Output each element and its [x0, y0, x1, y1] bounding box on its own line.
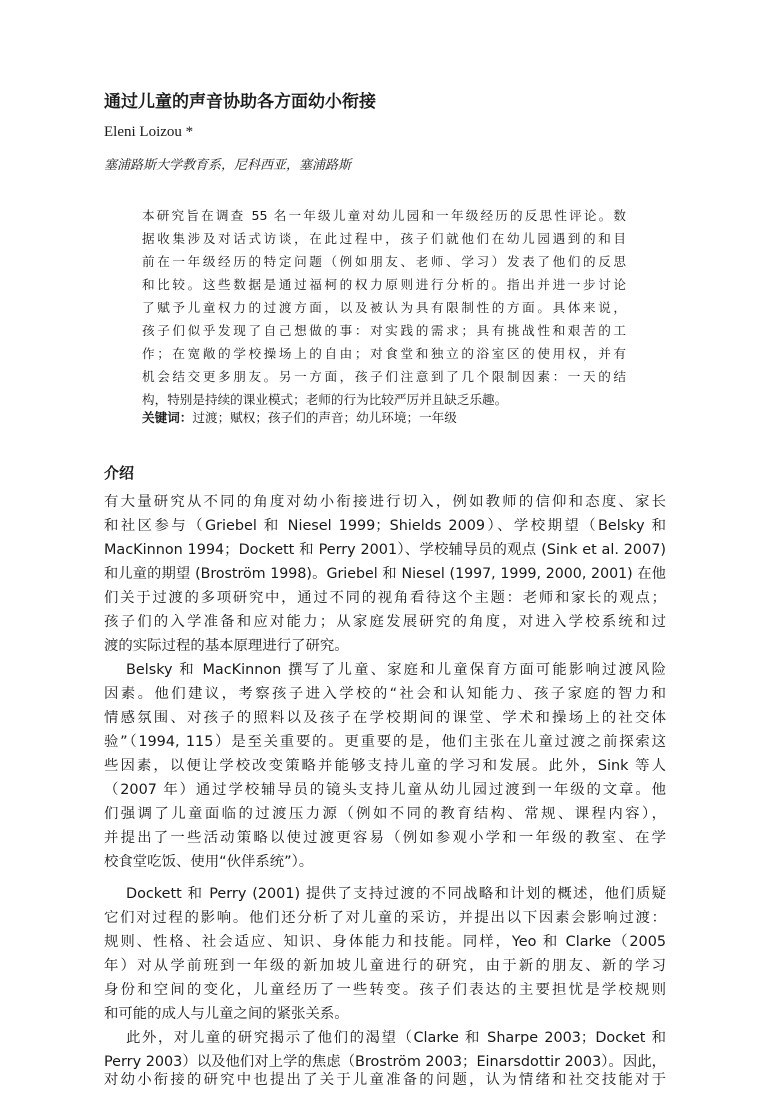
body-line: MacKinnon 1994；Dockett 和 Perry 2001）、学校辅导员的观点 (Sink et al. 2007) — [104, 542, 666, 558]
body-line: 和儿童的期望 (Broström 1998)。Griebel 和 Niesel (1997, 1999, 2000, 2001) 在他 — [104, 566, 666, 582]
keywords — [142, 408, 457, 428]
body-line: 验”（1994, 115）是至关重要的。更重要的是，他们主张在儿童过渡之前探索这 — [104, 734, 666, 750]
body-line: 身份和空间的变化，儿童经历了一些转变。孩子们表达的主要担忧是学校规则 — [104, 982, 666, 998]
body-line: 对幼小衔接的研究中也提出了关于儿童准备的问题，认为情绪和社交技能对于 — [104, 1072, 666, 1088]
section-heading-introduction: 介绍 — [104, 464, 135, 482]
body-line: 孩子们的入学准备和应对能力；从家庭发展研究的角度，对进入学校系统和过 — [104, 614, 666, 630]
author-name: Eleni Loizou * — [104, 124, 194, 140]
body-line: 们关于过渡的多项研究中，通过不同的视角看待这个主题：老师和家长的观点； — [104, 590, 666, 606]
body-line: 和可能的成人与儿童之间的紧张关系。 — [104, 1006, 349, 1022]
body-line: 此外，对儿童的研究揭示了他们的渴望（Clarke 和 Sharpe 2003；Docket 和 — [126, 1030, 666, 1046]
body-line: Dockett 和 Perry (2001) 提供了支持过渡的不同战略和计划的概述，他们质疑 — [126, 886, 666, 902]
body-line: 因素。他们建议，考察孩子进入学校的“社会和认知能力、孩子家庭的智力和 — [104, 686, 666, 702]
abstract-line: 据收集涉及对话式访谈，在此过程中，孩子们就他们在幼儿园遇到的和目 — [142, 231, 626, 246]
body-line: 情感氛围、对孩子的照料以及孩子在学校期间的课堂、学术和操场上的社交体 — [104, 710, 666, 726]
abstract-line: 构，特别是持续的课业模式；老师的行为比较严厉并且缺乏乐趣。 — [142, 392, 508, 407]
body-line: 年）对从学前班到一年级的新加坡儿童进行的研究，由于新的朋友、新的学习 — [104, 958, 666, 974]
abstract-line: 作；在宽敞的学校操场上的自由；对食堂和独立的浴室区的使用权，并有 — [142, 346, 626, 361]
abstract — [142, 204, 626, 411]
abstract-line: 前在一年级经历的特定问题（例如朋友、老师、学习）发表了他们的反思 — [142, 254, 626, 269]
body-line: （2007 年）通过学校辅导员的镜头支持儿童从幼儿园过渡到一年级的文章。他 — [104, 782, 666, 798]
body-line: 些因素，以便让学校改变策略并能够支持儿童的学习和发展。此外，Sink 等人 — [104, 758, 666, 774]
body-line: 校食堂吃饭、使用“伙伴系统”）。 — [104, 854, 314, 870]
body-line: 规则、性格、社会适应、知识、身体能力和技能。同样，Yeo 和 Clarke（2005 — [104, 934, 666, 950]
abstract-line: 机会结交更多朋友。另一方面，孩子们注意到了几个限制因素：一天的结 — [142, 369, 626, 384]
abstract-line: 和比较。这些数据是通过福柯的权力原则进行分析的。指出并进一步讨论 — [142, 277, 626, 292]
body-line: 和社区参与（Griebel 和 Niesel 1999；Shields 2009）、学校期望（Belsky 和 — [104, 518, 666, 534]
abstract-line: 了赋予儿童权力的过渡方面，以及被认为具有限制性的方面。具体来说， — [142, 300, 626, 315]
keywords-label: 关键词： — [142, 410, 193, 425]
body-line: 有大量研究从不同的角度对幼小衔接进行切入，例如教师的信仰和态度、家长 — [104, 494, 666, 510]
body-line: Belsky 和 MacKinnon 撰写了儿童、家庭和儿童保育方面可能影响过渡风险 — [126, 662, 666, 678]
abstract-line: 本研究旨在调查 55 名一年级儿童对幼儿园和一年级经历的反思性评论。数 — [142, 208, 626, 223]
body-line: 们强调了儿童面临的过渡压力源（例如不同的教育结构、常规、课程内容）， — [104, 806, 666, 822]
keywords-text: 过渡；赋权；孩子们的声音；幼儿环境；一年级 — [192, 410, 457, 425]
body-line: 渡的实际过程的基本原理进行了研究。 — [104, 638, 349, 654]
body-line: Perry 2003）以及他们对上学的焦虑（Broström 2003；Einarsdottir 2003）。因此， — [104, 1054, 666, 1070]
body-line: 它们对过程的影响。他们还分析了对儿童的采访，并提出以下因素会影响过渡： — [104, 910, 666, 926]
paper-title: 通过儿童的声音协助各方面幼小衔接 — [104, 92, 376, 112]
author-affiliation: 塞浦路斯大学教育系，尼科西亚，塞浦路斯 — [104, 158, 352, 173]
abstract-line: 孩子们似乎发现了自己想做的事：对实践的需求；具有挑战性和艰苦的工 — [142, 323, 626, 338]
body-line: 并提出了一些活动策略以使过渡更容易（例如参观小学和一年级的教室、在学 — [104, 830, 666, 846]
